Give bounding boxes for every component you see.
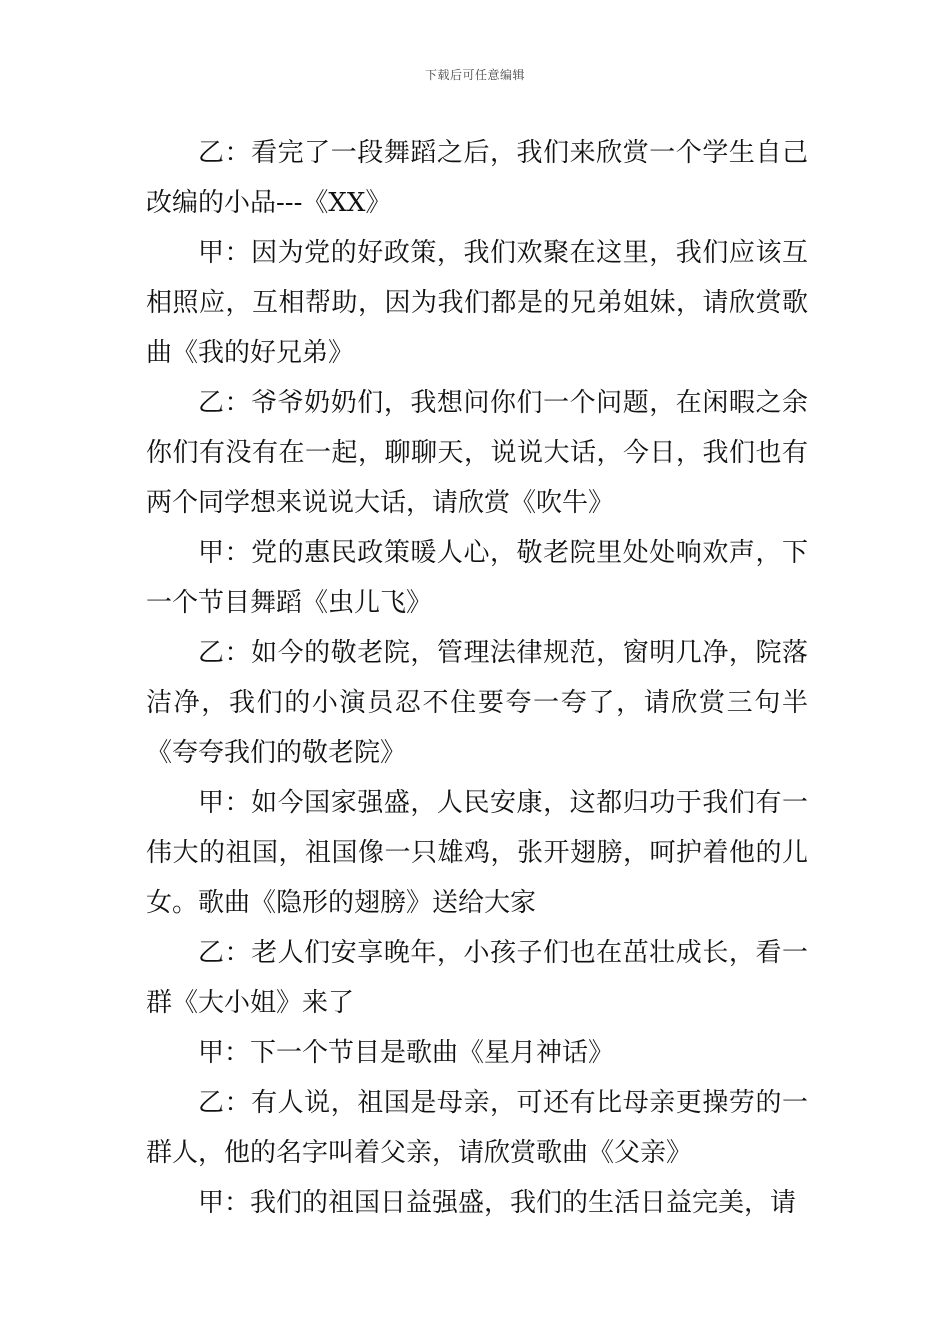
paragraph: 甲：党的惠民政策暖人心，敬老院里处处响欢声，下一个节目舞蹈《虫儿飞》 [146,538,808,618]
paragraph: 乙：老人们安享晚年，小孩子们也在茁壮成长，看一群《大小姐》来了 [146,938,808,1018]
document-body [146,128,808,1228]
paragraph: 乙：爷爷奶奶们，我想问你们一个问题，在闲暇之余你们有没有在一起，聊聊天，说说大话，今日，我们也有两个同学想来说说大话，请欣赏《吹牛》 [146,388,808,518]
paragraph: 甲：如今国家强盛，人民安康，这都归功于我们有一伟大的祖国，祖国像一只雄鸡，张开翅膀，呵护着他的儿女。歌曲《隐形的翅膀》送给大家 [146,788,808,918]
paragraph: 甲：下一个节目是歌曲《星月神话》 [198,1038,615,1068]
paragraph: 乙：有人说，祖国是母亲，可还有比母亲更操劳的一群人，他的名字叫着父亲，请欣赏歌曲《父亲》 [146,1088,808,1168]
paragraph: 乙：看完了一段舞蹈之后，我们来欣赏一个学生自己改编的小品---《XX》 [146,138,808,218]
paragraph: 乙：如今的敬老院，管理法律规范，窗明几净，院落洁净，我们的小演员忍不住要夸一夸了，请欣赏三句半《夸夸我们的敬老院》 [146,638,808,768]
paragraph: 甲：因为党的好政策，我们欢聚在这里，我们应该互相照应，互相帮助，因为我们都是的兄弟姐妹，请欣赏歌曲《我的好兄弟》 [146,238,808,368]
paragraph: 甲：我们的祖国日益强盛，我们的生活日益完美，请 [198,1188,797,1218]
page-header: 下载后可任意编辑 [424,68,525,82]
